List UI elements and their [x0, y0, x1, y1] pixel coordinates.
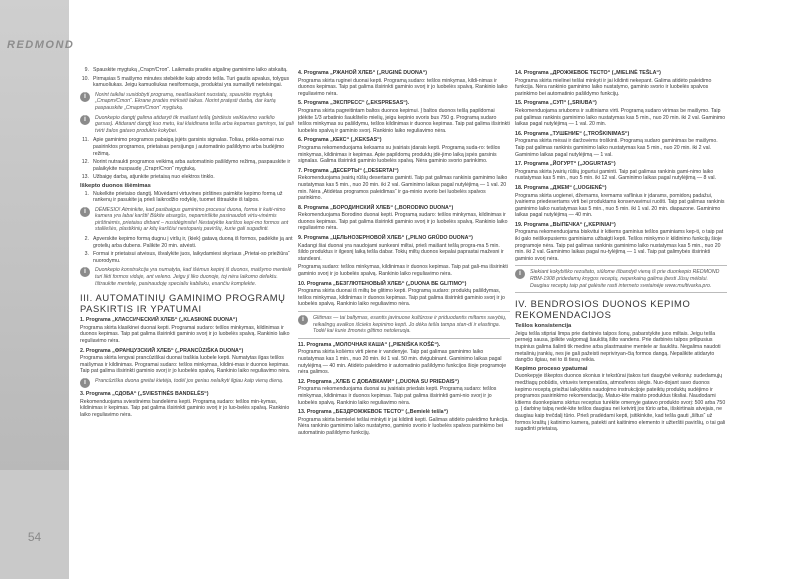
program-heading: 10. Programa „БЕЗГЛЮТЕНОВЫЙ ХЛЕБ“ („DUONA BE GLITIMO“): [298, 280, 467, 287]
program-text: Programa skirta duonai iš miltų be glitimo kepti. Programą sudaro: produktų pašildymas, tešlos minkymas, kildinimas ir duonos kepimas. Taip pat galima išsirinkti gaminio svorį ir jo luobelės spalvą. Rankinio laiko reguliavimo nėra.: [298, 288, 505, 308]
program-text: Programa skirta uogienei, džemams, kremams vaflinius ir įdarams, pomidorų padažui, įvairiems priedesertams virti bei produktams konservavimui ruošti. Taip pat galimas rankinis gaminimo laiko nustatymas kas 5 min., nuo 5 min. iki 1 val. 20 min. diapazone. Gaminimo laikas pagal nutylėjimą — 40 min.: [515, 192, 725, 219]
program-heading: Kepimo proceso ypatumai: [515, 365, 588, 372]
side-band: [0, 0, 69, 579]
list-number: 10.: [81, 75, 89, 82]
program-text: Programa skirta mėsai ir daržovėms troškinti. Programą sudaro gaminimas be maišymo. Taip pat galimas rankinis gaminimo laiko nustatymas kas 5 min., nuo 20 min. iki 2 val. Gaminimo laikas pagal nutylėjimą — 1 val.: [515, 138, 718, 158]
list-item: [80, 159, 294, 172]
brand-logo: REDMOND: [7, 39, 75, 51]
divider: [515, 265, 727, 266]
list-item: [80, 251, 294, 264]
list-text: Formai ir prietaisui atvėsus, išvalykite juos, laikydamiesi skyriaus „Prietai-so priežiūra“ nuorodymu.: [93, 251, 290, 264]
page-number: 54: [27, 530, 42, 544]
program-text: Jeigu tešla stipriai limpa prie darbinės talpos šonų, pabarstykite juos miltais. Jeigu tešla perneįg sausa, įpilkite valgomąjį šaukštą šilto vandens. Prie darbinės talpos prilipusius trupinius galima šalinti tik medine arba plastmasine mentele ar šaukštu. Negalima naudoti metalinių įrankių, nes jie gali pažeisti nepriviryan-čią formos dangą. Nepalikite atidaryto dangčio ilgiau, nei to iš tiesų reikia.: [515, 330, 721, 364]
program-text: Kadangi šiai duonai yra naudojami sunkesni miltai, prieš maišant tešlą progra-ma 5 min. šildo produktus ir ilgesnį laiką tešla dabar. Tokių miltų duonos kepalai paprastai mažesni ir standesni.: [298, 242, 504, 262]
section-title: Iškepto duonos išėmimas: [80, 182, 151, 189]
note-recipes: i Siekiant kokybiško rezultato, siūlome išbandyti vieną iš prie duonkepio REDMOND RBM-1908 pridedamų knygos receptų, neperkainą galima įbesti Jūsų mėlolui. Daugiau receptų taip pat galėsite rasti interneto svetainėje www.multivarka.pro.: [515, 269, 727, 289]
program-heading: 4. Programa „РЖАНОЙ ХЛЕБ“ („RUGINĖ DUONA“): [298, 70, 428, 76]
program-heading: Tešlos konsistencija: [515, 323, 572, 330]
list-number: 12.: [81, 159, 89, 166]
program-text: Rekomenduojama įvairių rūšių desertams gaminti. Taip pat galimas rankinis gaminimo laiko nustatymas kas 5 min., nuo 20 min. iki 2 val. Gaminimo laikas pagal nutylėjimą — 1 val. 20 min. Nėra „Atidėtas programos paleidimas“ ir ga-minio svorio bei luobelės spalvos parinkimo.: [298, 175, 508, 202]
info-icon: i: [80, 115, 90, 125]
list-text: Pirmąsias 5 maišymo minutes stebėkite kaip atrodo tešla. Turi gautis apvalus, tolygus kamuoliukas. Jeigu kamuoliukas nesiformuoja, produktai yra sumaišyti neteisingai.: [93, 75, 290, 89]
list-text: Užbaigę darbą, atjunkite prietaisą nuo elektros tinklo.: [93, 174, 215, 181]
program-text: Programa skirta klasikinei duonai kepti. Programai sudaro: tešlos minkymas, kildinimas ir duonos kepimas. Taip pat galima išsirinkti gaminio svorį ir jo luobelės spalvą. Rankinio laiko reguliavimo nėra.: [80, 324, 290, 344]
program-heading: 15. Programa „СУП“ („SRIUBA“): [515, 100, 597, 107]
program-heading: 16. Programa „ТУШЕНИЕ“ („TROŠKINIMAS“): [515, 130, 630, 137]
list-number: 11.: [82, 137, 89, 144]
program-heading: 14. Programa „ДРОЖЖЕВОЕ ТЕСТО“ („MIELINĖ TEŠLA“): [515, 70, 661, 76]
list-item: [80, 236, 294, 249]
program-heading: 8. Programa „БОРОДИНСКИЙ ХЛЕБ“ („BORODINO DUONA“): [298, 204, 454, 211]
info-icon: i: [80, 378, 90, 388]
program-text: Programa skirta mielinei tešlai minkyti ir jai kildinti nekepant. Galima atidėto paleidimo funkcija. Nėra rankinio gaminimo laiko nustatymo, gaminio svorio ir luobelės spalvos parinkimo bei automatinio pašildymo funkcijų.: [515, 77, 712, 97]
program-text: Programą sudaro: tešlos minkymas, kildinimas ir duonos kepimas. Taip pat gali-ma išsirinkti gaminio svorį ir jo luobelės spalvą. Rankinio laiko reguliavimo nėra.: [298, 264, 508, 278]
program-heading: 5. Programa „ЭКСПРЕСС“ („EKSPRESAS“).: [298, 100, 410, 107]
list-item: [80, 76, 294, 89]
program-text: Programa skirta įvairių rūšių jogurtui gaminti. Taip pat galimas rankinis gami-nimo laiko nustatymas kas 5 min., nuo 5 min. iki 12 val. Gaminimo laikas pagal nutylėjimą — 8 val.: [515, 168, 716, 182]
program-text: Programa skirta pagreitintam baltos duonos kepimui. Į baltos duonos tešlą papildomai įdėkite 1/3 arbatinio šaukštelio mielių, jeigu kepinio svoris bus 750 g. Programą sudaro tešlos minkymas su pašildymu, tešlos kildinimas ir duonos kepimas. Taip pat galima išsirinkti luobelės spalvą ir gaminio svorį. Rankinio laiko reguliavimo nėra.: [298, 107, 510, 134]
program-heading: 9. Programa „ЦЕЛЬНОЗЕРНОВОЙ ХЛЕБ“ („PILNO GRŪDO DUONA“): [298, 235, 473, 242]
list-text: Apie gaminimo programos pabaigą įsjėts garsinis signalas. Toliau, prikla-somai nuo pasirinktos programos, prietaisas persijungs į automatinio pašildymo arba budėjimo režimą.: [93, 137, 285, 157]
column-1: [80, 67, 294, 420]
info-icon: i: [80, 267, 90, 277]
list-text: Apverskite kepimo formą dugnu į viršų ir, (kiek) gatavą duoną iš formos, padėkite ją ant grotelių arba dubens. Palikite 20 min. atvėsti.: [93, 236, 293, 249]
program-text: Programa rekomenduojama keksams su įvairiais įdarais kepti. Programą suda-ro: tešlos minkymas, kildinimas ir kepimas. Apie papildomų produktų įdė-jimo laiką įspės garsinis signalas. Galima išsirinkti gaminio luobelės spalvą. Nėra gaminio svorio parinkimo.: [298, 144, 501, 165]
program-heading: 1. Programa „КЛАССИЧЕСКИЙ ХЛЕБ“ („KLASIKINĖ DUONA“): [80, 317, 238, 324]
list-number: 13.: [81, 174, 89, 181]
program-text: Programa skirta košėms virti piene ir vandenyje. Taip pat galimas gaminimo laiko nustatymas kas 1 min., nuo 20 min. iki 1 val. 50 min. dvigubinant. Gaminimo laikas pagal nutylėjimą — 40 min. Atidėto paleidimo ir automatinio pašildymo funkcijos šioje programoje nėra galimos.: [298, 349, 507, 376]
program-heading: 7. Programa „ДЕСЕРТЫ“ („DESERTAI“): [298, 167, 399, 174]
list-item: [80, 67, 294, 74]
note-gluten: i Glitimas — tai baltymas, esantis javinuose kultūrose ir priduodantis miltams savybių, reikalingų avalkos išcieks kepinimo kepti. Jo dėka tešla tampa stan-di ir elastinga. Todėl kai kurie žmonės glitimo netoleruoja.: [298, 315, 510, 335]
list-text: Norint nutraukti programos veikimą arba automatinio pašildymo režimą, paspauskite ir palaikykite nuspaudę „Старт/Стоп“ mygtuką.: [93, 159, 291, 172]
program-text: Programa rekomenduojama biskvitui ir kitiems gaminius tešlos gaminiams kep-ti, o taip pat iki galo neiškepusiems gaminiams užbaigti kepti. Tešlos minkymo ir kildinimo funkcijų šioje programoje nėra. Taip pat galimas rankinis gaminimo laiko nustatymas kas 5 min., nuo 20 min. iki 2 val. Gaminimo laikas pagal nu-tylėjimą — 1 val. Taip pat galimybės išsirinkti gaminio svorį nėra.: [515, 229, 724, 262]
note-b: i Duonkepio dangtį galima atidaryti tik maišant tešlą (pirdėsis veiklavimo variklio garsas). Atidarant dangtį kuo metu, kai klaidinana tešla arba kepamas gaminys, tai gali tvirti žalos gatavo produkto kokybei.: [80, 115, 294, 135]
note-a: i Norint taikliai susidobyti programą, neatšaukiant nuostatų, spauskite mygtuką „Старт/Стоп“. Ekrane pradės mirksėti laikas. Norint pratęsti darbą, dar kartą paspauskite „Старт/Стоп“ mygtuką.: [80, 92, 294, 112]
program-text: Programa skirta lengvai prancūziškai duonai traškia luobele kepti. Numatytas ilgas tešlos maišymas ir kildinimas. Programai sudaro: tešlos minkymas, kildini-mas ir duonos kepimas. Taip pat galima išsirinkti gaminio svorį ir jo luobelės spalvą. Rankinio laiko reguliavimo nėra.: [80, 355, 291, 375]
program-text: Duonkepyje iškeptos duonos skonius ir tekstūrai įtakos turi daugybė veiksnių: sudedamųjų medžiagų pobūdis, virtuvės temperatūra, atmosferos slėgis. Nuo-dojant savo duonos kepimo receptą griežtai laikykitės naudojimo instrukcijoje pateiktų produktų sudėjimo ir programos pasirinkimo rekomendacijų. Matuo-kite maisto produktus tiksliai. Naudodami kitiems duonkepiams skirtus receptus turėkite omenyje gatavo produkto svorį: 500 arba 750 g. Į darbinę talpą nedė-kite tešlos daugiau nei ketvirtį jos tūrio arba, išskirtinais atvejais, ne daugiau kaip trečdalį tūrio. Prieš pradėdami kepti, įsitikinkite, kad tešla gauti „šiltus“ už formos kraštų į katinimo kamerą, patekti ant kaitinimo elemento ir užterštii paviršių, o tai gali sugadinti prietaisą.: [515, 373, 726, 433]
program-heading: 6. Programa „КЕКС“ („KEKSAS“): [298, 137, 382, 144]
divider: [298, 311, 510, 312]
info-icon: i: [80, 92, 90, 102]
list-number: 3.: [84, 251, 89, 258]
column-2: [298, 67, 510, 439]
note-c: i DĖMESIO! Atminkite, kad pasibaigus gaminimo procesui duona, forma ir kaiti-nimo kamera yra labai karšti! Būkite atsargūs, nepamirškite pasinaudoti virtu-vinėmis pirštinėmis, prietaisu dirbant – nusidėginsite! Nestatykite karštos kepi-mo formos ant stalliešės, plastikinių ar kitų karščiui nestoparių paviršių, kurie gali sugadinti.: [80, 207, 294, 233]
program-text: Rekomenduojama sriuboms ir sultiniams virti. Programą sudaro virimas be maišymo. Taip pat galimas rankinis gaminimo laiko nustatymas kas 5 min., nuo 20 min. iki 2 val. Gaminimo laikas pagal nutylėjimą — 1 val. 20 min.: [515, 107, 726, 128]
note-e: i Prancūziška duona greitai kietėja, todėl jos geriau nelaikyti ilgiau kaip vieną dieną.: [80, 378, 294, 388]
list-item: [80, 174, 294, 181]
program-heading: 12. Programa „ХЛЕБ С ДОБАВКАМИ“ („DUONA SU PRIEDAIS“): [298, 378, 459, 385]
divider: [515, 292, 727, 293]
program-text: Programa skirta ruginei duonai kepti. Programą sudaro: tešlos minkymas, kildi-nimas ir duonos kepimas. Taip pat galima išsirinkti gaminio svorį ir jo luobelės spalvą. Rankinio laiko reguliavimo nėra.: [298, 77, 508, 97]
program-text: Rekomenduojama Borodino duonai kepti. Programą sudaro: tešlos minkymas, kildinimas ir duonos kepimas. Taip pat galima išsirinkti gaminio svorį ir jo luobelės spalvą. Rankinio laiko reguliavimo nėra.: [298, 212, 508, 232]
program-text: Programa skirta bemielei tešlai minkyti ir jai kildinti kepti. Galimas atidėto paleidimo funkcija. Nėra rankinio gaminimo laiko nustatymo, gaminio svorio ir luobelės spalvos parinkimo bei automatinio pašildymo funkcijų.: [298, 416, 509, 436]
program-text: Programa rekomenduojama duonai su įvairiais priedais kepti. Programą sudaro: tešlos minkymas, kildinimas ir duonos kepimas. Taip pat galima išsirinkti gami-nio svorį ir jo luobelės spalvą. Rankinio laiko reguliavimo nėra.: [298, 386, 497, 406]
program-text: Rekomenduojama sviestinėms bandelėms kepti. Programą sudaro: tešlos min-kymas, kildinimas ir kepimas. Taip pat galima išsirinkti gaminio svorį ir jo luo-belės spalvą. Rankinio laiko reguliavimo nėra.: [80, 398, 290, 418]
list-text: Spauskite mygtuką „Старт/Стоп“. Laikmatis pradės atgalinę gaminimo laiko atskaitą.: [93, 67, 288, 73]
list-number: 1.: [84, 190, 89, 197]
list-number: 9.: [84, 67, 89, 73]
program-heading: 18. Programa „ДЖЕМ“ („UOGIENĖ“): [515, 184, 607, 191]
program-heading: 13. Programa „БЕЗДРОЖЖЕВОЕ ТЕСТО“ („Bemielė tešla“): [298, 409, 449, 416]
divider: [298, 338, 510, 339]
list-number: 2.: [84, 236, 89, 243]
program-heading: 11. Programa „МОЛОЧНАЯ КАША“ („PIENIŠKA KOŠĖ“).: [298, 341, 441, 348]
chapter-title: III. AUTOMATINIŲ GAMINIMO PROGRAMŲ PASKIRTIS IR YPATUMAI: [80, 292, 286, 315]
list-text: Nukelkite prietaiso dangtį. Mūvėdami virtuvines pirštines paimkite kepimo formą už rankenų ir pasukite ją prieš laikrodžio rodyklę, tuomet ištraukite iš talpos.: [93, 190, 283, 204]
program-heading: 2. Programa „ФРАНЦУЗСКИЙ ХЛЕБ“ („PRANCŪZIŠKA DUONA“): [80, 347, 244, 354]
program-heading: 19. Programa „ВЫПЕЧКА“ („KEPINIAI“): [515, 221, 616, 228]
program-heading: 3. Programa „СДОБА“ („SVIESTINĖS BANDELĖS“): [80, 390, 209, 397]
info-icon: i: [80, 207, 90, 217]
list-item: [80, 191, 294, 204]
chapter-title: IV. BENDROSIOS DUONOS KEPIMO REKOMENDACIJOS: [515, 298, 691, 321]
list-item: [80, 137, 294, 157]
side-band-top: [0, 0, 69, 470]
info-icon: i: [515, 269, 525, 279]
note-d: i Duonkepio konstrukcija yra numatyta, kad išėmus kepinį iš duonos, maišymo mentelė turi likti formos viduje, ant veleno. Jeigu ji liko duonoje, toj nėra laikomo defektu. Ištraukite mentelę, pasinaudoję specialiu kabliuku, esančiu komplekte.: [80, 267, 294, 287]
info-icon: i: [298, 315, 308, 325]
column-3: [515, 67, 727, 435]
program-heading: 17. Programa „ЙОГУРТ“ („JOGURTAS“): [515, 161, 616, 168]
